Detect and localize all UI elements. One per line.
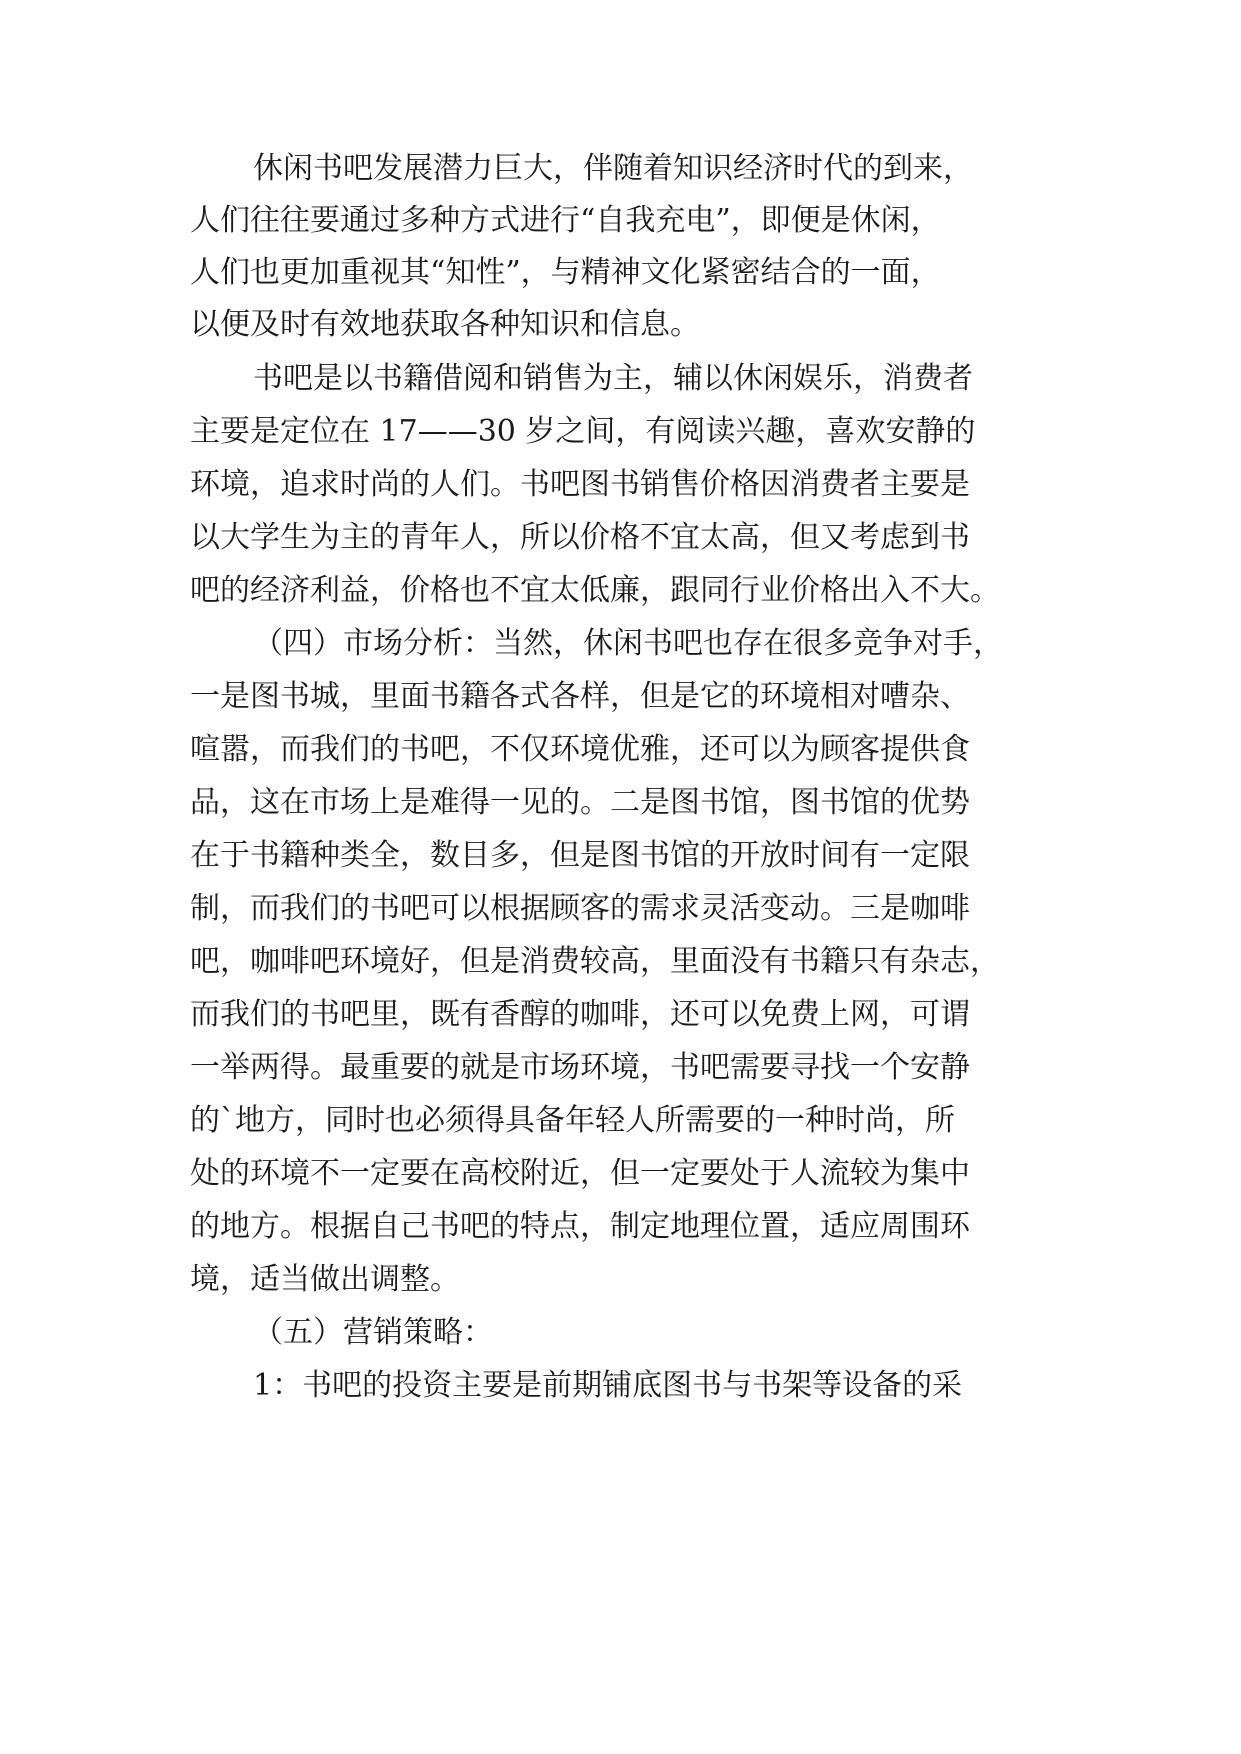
text-line: 以大学生为主的青年人，所以价格不宜太高，但又考虑到书 — [190, 520, 970, 555]
section-heading: （五）营销策略： — [253, 1315, 493, 1350]
text-line: 的地方。根据自己书吧的特点，制定地理位置，适应周围环 — [190, 1209, 970, 1244]
text-line: 以便及时有效地获取各种知识和信息。 — [190, 307, 700, 342]
text-line: 人们往往要通过多种方式进行“自我充电”，即便是休闲， — [190, 203, 941, 238]
text-line: 而我们的书吧里，既有香醇的咖啡，还可以免费上网，可谓 — [190, 997, 970, 1032]
text-line: 境，适当做出调整。 — [190, 1262, 460, 1297]
text-line: 一是图书城，里面书籍各式各样，但是它的环境相对嘈杂、 — [190, 679, 970, 714]
text-line: 处的环境不一定要在高校附近，但一定要处于人流较为集中 — [190, 1156, 970, 1191]
text-line: 人们也更加重视其“知性”，与精神文化紧密结合的一面， — [190, 255, 941, 290]
text-line: 喧嚣，而我们的书吧，不仅环境优雅，还可以为顾客提供食 — [190, 732, 970, 767]
text-line: 1：书吧的投资主要是前期铺底图书与书架等设备的采 — [253, 1368, 963, 1403]
text-line: 一举两得。最重要的就是市场环境，书吧需要寻找一个安静 — [190, 1050, 970, 1085]
text-line: 在于书籍种类全，数目多，但是图书馆的开放时间有一定限 — [190, 838, 970, 873]
text-line: 书吧是以书籍借阅和销售为主，辅以休闲娱乐，消费者 — [253, 361, 973, 396]
text-line: 休闲书吧发展潜力巨大，伴随着知识经济时代的到来， — [253, 151, 973, 186]
text-line: 的`地方，同时也必须得具备年轻人所需要的一种时尚，所 — [190, 1103, 955, 1138]
text-line: 吧，咖啡吧环境好，但是消费较高，里面没有书籍只有杂志， — [190, 944, 1000, 979]
text-line: 吧的经济利益，价格也不宜太低廉，跟同行业价格出入不大。 — [190, 573, 1000, 608]
text-line: 品，这在市场上是难得一见的。二是图书馆，图书馆的优势 — [190, 785, 970, 820]
text-line: 制，而我们的书吧可以根据顾客的需求灵活变动。三是咖啡 — [190, 891, 970, 926]
text-line: 主要是定位在 17——30 岁之间，有阅读兴趣，喜欢安静的 — [190, 414, 976, 449]
text-line: 环境，追求时尚的人们。书吧图书销售价格因消费者主要是 — [190, 467, 970, 502]
text-line: （四）市场分析：当然，休闲书吧也存在很多竞争对手， — [253, 626, 1003, 661]
